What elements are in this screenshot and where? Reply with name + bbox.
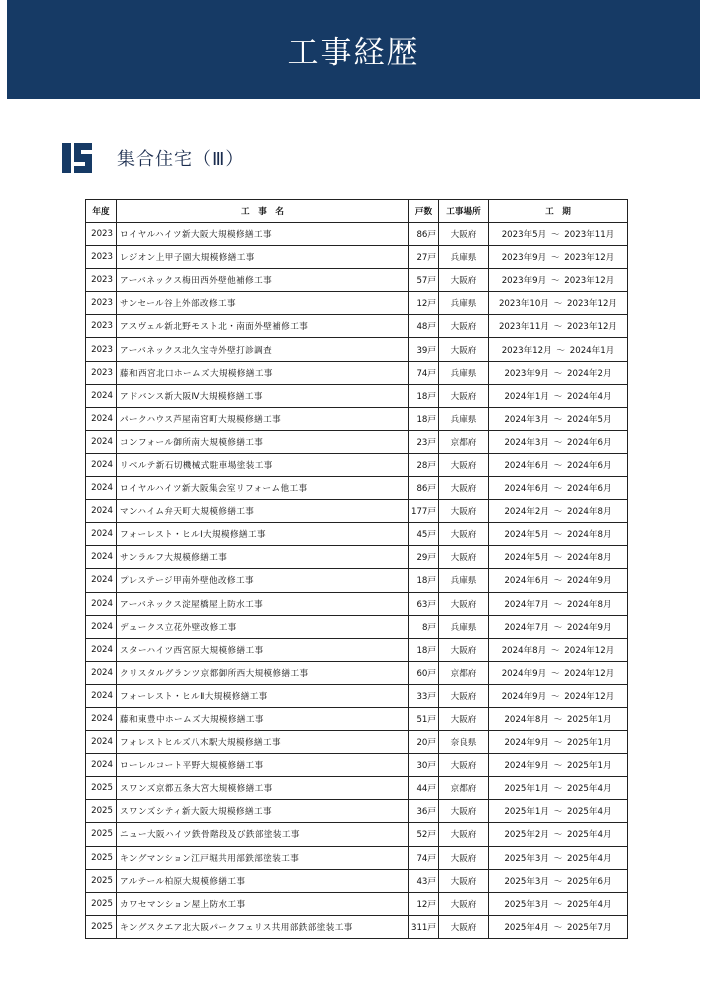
year-cell: 2023: [86, 246, 117, 269]
units-cell: 48戸: [409, 315, 439, 338]
period-cell: 2024年7月 ～ 2024年9月: [489, 615, 628, 638]
year-cell: 2024: [86, 731, 117, 754]
table-row: [86, 638, 628, 661]
year-cell: 2025: [86, 915, 117, 938]
table-row: [86, 869, 628, 892]
project-name-cell: パークハウス芦屋南宮町大規模修繕工事: [117, 407, 409, 430]
page-header: [7, 0, 700, 99]
units-cell: 57戸: [409, 269, 439, 292]
year-cell: 2024: [86, 592, 117, 615]
location-cell: 大阪府: [439, 453, 489, 476]
table-row: [86, 407, 628, 430]
period-cell: 2025年2月 ～ 2025年4月: [489, 823, 628, 846]
year-cell: 2023: [86, 315, 117, 338]
units-cell: 45戸: [409, 523, 439, 546]
period-cell: 2024年3月 ～ 2024年6月: [489, 430, 628, 453]
year-cell: 2024: [86, 384, 117, 407]
company-s-logo-icon: [62, 143, 92, 173]
column-header-place: 工事場所: [439, 200, 489, 223]
table-row: [86, 384, 628, 407]
period-cell: 2024年6月 ～ 2024年6月: [489, 453, 628, 476]
period-cell: 2024年9月 ～ 2024年12月: [489, 661, 628, 684]
units-cell: 63戸: [409, 592, 439, 615]
project-name-cell: ロイヤルハイツ新大阪大規模修繕工事: [117, 223, 409, 246]
location-cell: 大阪府: [439, 223, 489, 246]
project-name-cell: ニュー大阪ハイツ鉄骨階段及び鉄部塗装工事: [117, 823, 409, 846]
table-row: [86, 477, 628, 500]
units-cell: 311戸: [409, 915, 439, 938]
period-cell: 2025年1月 ～ 2025年4月: [489, 777, 628, 800]
units-cell: 28戸: [409, 453, 439, 476]
location-cell: 大阪府: [439, 800, 489, 823]
year-cell: 2024: [86, 754, 117, 777]
section-title: 集合住宅（Ⅲ）: [117, 149, 245, 170]
project-name-cell: カワセマンション屋上防水工事: [117, 892, 409, 915]
location-cell: 京都府: [439, 777, 489, 800]
table-header-row: [86, 200, 628, 223]
location-cell: 大阪府: [439, 892, 489, 915]
year-cell: 2023: [86, 361, 117, 384]
project-name-cell: ローレルコート平野大規模修繕工事: [117, 754, 409, 777]
year-cell: 2024: [86, 500, 117, 523]
table-row: [86, 684, 628, 707]
units-cell: 52戸: [409, 823, 439, 846]
year-cell: 2024: [86, 684, 117, 707]
location-cell: 大阪府: [439, 592, 489, 615]
location-cell: 大阪府: [439, 269, 489, 292]
units-cell: 12戸: [409, 892, 439, 915]
period-cell: 2024年6月 ～ 2024年9月: [489, 569, 628, 592]
location-cell: 大阪府: [439, 754, 489, 777]
column-header-period: 工 期: [489, 200, 628, 223]
year-cell: 2024: [86, 546, 117, 569]
location-cell: 大阪府: [439, 477, 489, 500]
location-cell: 京都府: [439, 430, 489, 453]
location-cell: 兵庫県: [439, 292, 489, 315]
units-cell: 36戸: [409, 800, 439, 823]
year-cell: 2024: [86, 661, 117, 684]
period-cell: 2023年12月 ～ 2024年1月: [489, 338, 628, 361]
year-cell: 2023: [86, 223, 117, 246]
location-cell: 兵庫県: [439, 361, 489, 384]
location-cell: 大阪府: [439, 915, 489, 938]
project-name-cell: レジオン上甲子園大規模修繕工事: [117, 246, 409, 269]
period-cell: 2024年9月 ～ 2024年12月: [489, 684, 628, 707]
units-cell: 51戸: [409, 707, 439, 730]
project-name-cell: 藤和東豊中ホームズ大規模修繕工事: [117, 707, 409, 730]
table-row: [86, 777, 628, 800]
units-cell: 39戸: [409, 338, 439, 361]
location-cell: 兵庫県: [439, 246, 489, 269]
period-cell: 2023年10月 ～ 2023年12月: [489, 292, 628, 315]
units-cell: 33戸: [409, 684, 439, 707]
period-cell: 2023年9月 ～ 2024年2月: [489, 361, 628, 384]
period-cell: 2025年1月 ～ 2025年4月: [489, 800, 628, 823]
project-name-cell: クリスタルグランツ京都御所西大規模修繕工事: [117, 661, 409, 684]
units-cell: 20戸: [409, 731, 439, 754]
page-title: 工事経歴: [287, 35, 420, 71]
period-cell: 2023年9月 ～ 2023年12月: [489, 246, 628, 269]
period-cell: 2024年7月 ～ 2024年8月: [489, 592, 628, 615]
location-cell: 兵庫県: [439, 615, 489, 638]
units-cell: 18戸: [409, 407, 439, 430]
period-cell: 2024年9月 ～ 2025年1月: [489, 754, 628, 777]
column-header-year: 年度: [86, 200, 117, 223]
location-cell: 大阪府: [439, 546, 489, 569]
table-row: [86, 569, 628, 592]
units-cell: 44戸: [409, 777, 439, 800]
period-cell: 2024年1月 ～ 2024年4月: [489, 384, 628, 407]
location-cell: 兵庫県: [439, 569, 489, 592]
project-name-cell: アドバンス新大阪Ⅳ大規模修繕工事: [117, 384, 409, 407]
units-cell: 27戸: [409, 246, 439, 269]
table-row: [86, 292, 628, 315]
year-cell: 2025: [86, 869, 117, 892]
units-cell: 86戸: [409, 477, 439, 500]
project-name-cell: ロイヤルハイツ新大阪集会室リフォーム他工事: [117, 477, 409, 500]
table-row: [86, 269, 628, 292]
period-cell: 2024年2月 ～ 2024年8月: [489, 500, 628, 523]
year-cell: 2025: [86, 777, 117, 800]
period-cell: 2024年8月 ～ 2025年1月: [489, 707, 628, 730]
year-cell: 2025: [86, 823, 117, 846]
units-cell: 12戸: [409, 292, 439, 315]
location-cell: 大阪府: [439, 707, 489, 730]
units-cell: 86戸: [409, 223, 439, 246]
year-cell: 2023: [86, 269, 117, 292]
units-cell: 60戸: [409, 661, 439, 684]
table-row: [86, 315, 628, 338]
period-cell: 2025年4月 ～ 2025年7月: [489, 915, 628, 938]
period-cell: 2024年9月 ～ 2025年1月: [489, 731, 628, 754]
units-cell: 18戸: [409, 384, 439, 407]
table-row: [86, 661, 628, 684]
section-heading: [62, 142, 244, 174]
location-cell: 大阪府: [439, 823, 489, 846]
units-cell: 18戸: [409, 569, 439, 592]
year-cell: 2024: [86, 615, 117, 638]
location-cell: 大阪府: [439, 684, 489, 707]
location-cell: 京都府: [439, 661, 489, 684]
project-name-cell: 藤和西宮北口ホームズ大規模修繕工事: [117, 361, 409, 384]
table-row: [86, 615, 628, 638]
project-name-cell: アルテール柏原大規模修繕工事: [117, 869, 409, 892]
year-cell: 2024: [86, 569, 117, 592]
location-cell: 大阪府: [439, 315, 489, 338]
table-row: [86, 915, 628, 938]
location-cell: 奈良県: [439, 731, 489, 754]
column-header-units: 戸数: [409, 200, 439, 223]
project-name-cell: アーバネックス梅田西外壁他補修工事: [117, 269, 409, 292]
table-row: [86, 500, 628, 523]
project-name-cell: キングマンション江戸堀共用部鉄部塗装工事: [117, 846, 409, 869]
period-cell: 2025年3月 ～ 2025年4月: [489, 892, 628, 915]
units-cell: 30戸: [409, 754, 439, 777]
column-header-name: 工 事 名: [117, 200, 409, 223]
table-row: [86, 246, 628, 269]
location-cell: 大阪府: [439, 638, 489, 661]
project-name-cell: フォレストヒルズ八木駅大規模修繕工事: [117, 731, 409, 754]
period-cell: 2024年6月 ～ 2024年6月: [489, 477, 628, 500]
location-cell: 大阪府: [439, 869, 489, 892]
table-row: [86, 823, 628, 846]
table-row: [86, 430, 628, 453]
table-row: [86, 592, 628, 615]
units-cell: 74戸: [409, 361, 439, 384]
table-row: [86, 892, 628, 915]
project-name-cell: フォーレスト・ヒルⅡ大規模修繕工事: [117, 684, 409, 707]
table-row: [86, 707, 628, 730]
units-cell: 18戸: [409, 638, 439, 661]
period-cell: 2025年3月 ～ 2025年6月: [489, 869, 628, 892]
project-name-cell: スワンズ京都五条大宮大規模修繕工事: [117, 777, 409, 800]
period-cell: 2023年9月 ～ 2023年12月: [489, 269, 628, 292]
project-name-cell: リベルテ新石切機械式駐車場塗装工事: [117, 453, 409, 476]
project-name-cell: スターハイツ西宮原大規模修繕工事: [117, 638, 409, 661]
units-cell: 23戸: [409, 430, 439, 453]
project-name-cell: キングスクエア北大阪パークフェリス共用部鉄部塗装工事: [117, 915, 409, 938]
location-cell: 大阪府: [439, 384, 489, 407]
project-name-cell: アーバネックス淀屋橋屋上防水工事: [117, 592, 409, 615]
year-cell: 2024: [86, 407, 117, 430]
period-cell: 2023年5月 ～ 2023年11月: [489, 223, 628, 246]
year-cell: 2025: [86, 892, 117, 915]
location-cell: 大阪府: [439, 523, 489, 546]
project-name-cell: サンセール谷上外部改修工事: [117, 292, 409, 315]
units-cell: 43戸: [409, 869, 439, 892]
table-row: [86, 523, 628, 546]
units-cell: 74戸: [409, 846, 439, 869]
year-cell: 2023: [86, 292, 117, 315]
table-row: [86, 546, 628, 569]
units-cell: 29戸: [409, 546, 439, 569]
units-cell: 8戸: [409, 615, 439, 638]
location-cell: 兵庫県: [439, 407, 489, 430]
period-cell: 2024年5月 ～ 2024年8月: [489, 546, 628, 569]
project-name-cell: コンフォール御所南大規模修繕工事: [117, 430, 409, 453]
table-row: [86, 846, 628, 869]
year-cell: 2024: [86, 707, 117, 730]
table-row: [86, 754, 628, 777]
year-cell: 2023: [86, 338, 117, 361]
project-name-cell: サンラルフ大規模修繕工事: [117, 546, 409, 569]
year-cell: 2025: [86, 846, 117, 869]
table-row: [86, 800, 628, 823]
table-row: [86, 453, 628, 476]
table-row: [86, 361, 628, 384]
year-cell: 2024: [86, 638, 117, 661]
project-name-cell: プレステージ甲南外壁他改修工事: [117, 569, 409, 592]
table-row: [86, 338, 628, 361]
year-cell: 2024: [86, 523, 117, 546]
period-cell: 2024年3月 ～ 2024年5月: [489, 407, 628, 430]
year-cell: 2024: [86, 430, 117, 453]
period-cell: 2024年8月 ～ 2024年12月: [489, 638, 628, 661]
year-cell: 2025: [86, 800, 117, 823]
project-name-cell: フォーレスト・ヒルⅠ大規模修繕工事: [117, 523, 409, 546]
project-name-cell: スワンズシティ新大阪大規模修繕工事: [117, 800, 409, 823]
table-row: [86, 223, 628, 246]
construction-history-table: [85, 199, 628, 939]
project-name-cell: アスヴェル新北野モスト北・南面外壁補修工事: [117, 315, 409, 338]
period-cell: 2023年11月 ～ 2023年12月: [489, 315, 628, 338]
table-row: [86, 731, 628, 754]
period-cell: 2024年5月 ～ 2024年8月: [489, 523, 628, 546]
project-name-cell: デュークス立花外壁改修工事: [117, 615, 409, 638]
project-name-cell: アーバネックス北久宝寺外壁打診調査: [117, 338, 409, 361]
year-cell: 2024: [86, 453, 117, 476]
location-cell: 大阪府: [439, 338, 489, 361]
year-cell: 2024: [86, 477, 117, 500]
period-cell: 2025年3月 ～ 2025年4月: [489, 846, 628, 869]
units-cell: 177戸: [409, 500, 439, 523]
location-cell: 大阪府: [439, 500, 489, 523]
project-name-cell: マンハイム弁天町大規模修繕工事: [117, 500, 409, 523]
location-cell: 大阪府: [439, 846, 489, 869]
